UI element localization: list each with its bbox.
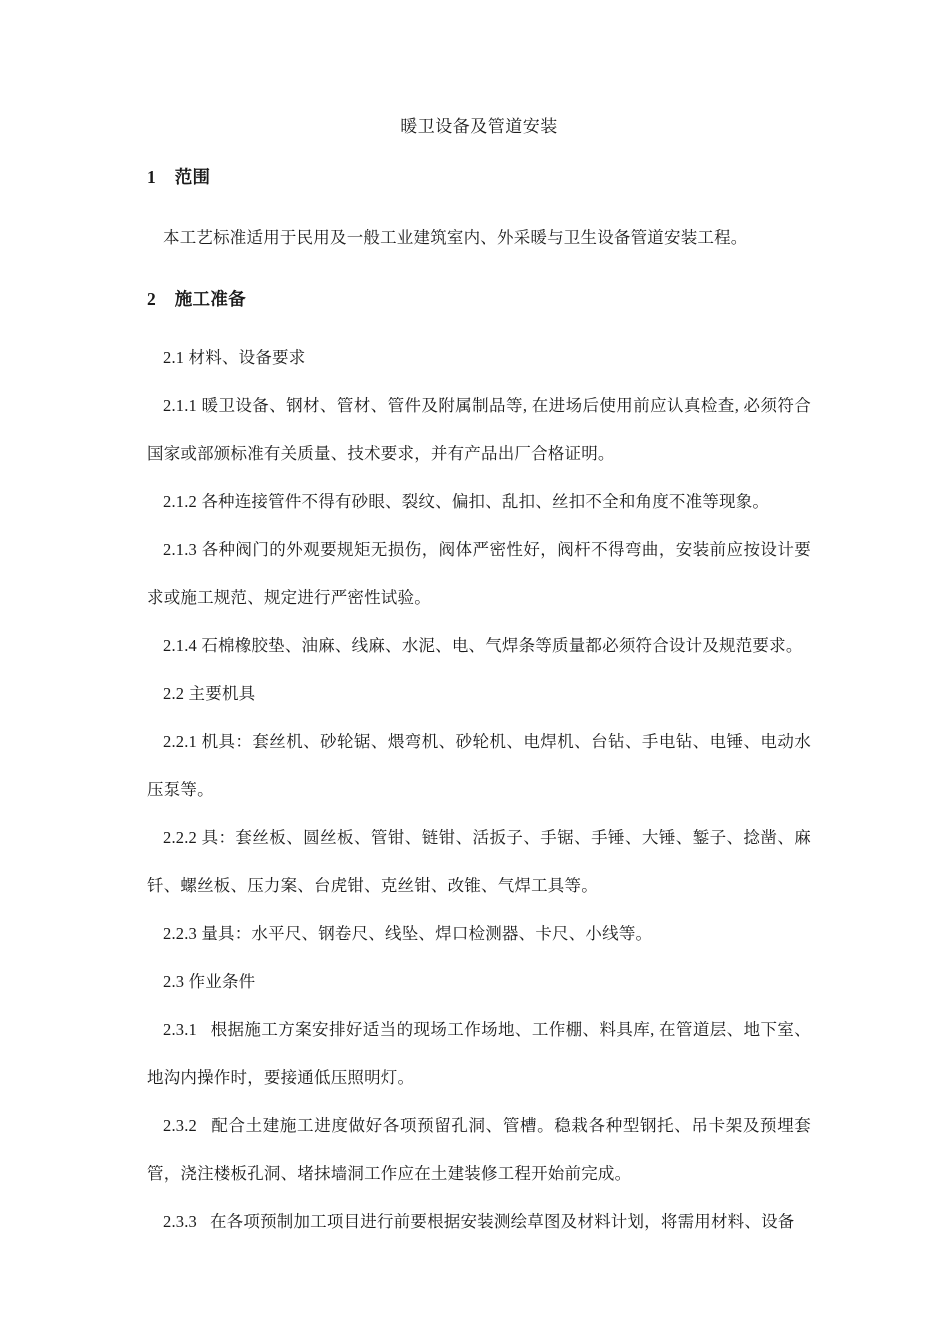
subsection-label-2-1: 2.1 材料、设备要求 (163, 348, 306, 367)
list-item (147, 910, 811, 958)
subsection-label-2-3: 2.3 作业条件 (163, 972, 256, 991)
item-text-2-3-1: 根据施工方案安排好适当的现场工作场地、工作棚、料具库, 在管道层、地下室、地沟内操作时，要接通低压照明灯。 (147, 1020, 811, 1087)
item-number-2-3-2: 2.3.2 (163, 1116, 212, 1135)
item-number-2-1-3: 2.1.3 (163, 540, 202, 559)
section-heading-1: 1 范围 (147, 167, 211, 187)
item-number-2-2-1: 2.2.1 (163, 732, 202, 751)
item-number-2-2-2: 2.2.2 (163, 828, 202, 847)
item-text-2-3-3: 在各项预制加工项目进行前要根据安装测绘草图及材料计划，将需用材料、设备 (209, 1212, 795, 1231)
item-text-2-2-1: 机具：套丝机、砂轮锯、煨弯机、砂轮机、电焊机、台钻、手电钻、电锤、电动水压泵等。 (147, 732, 811, 799)
item-number-2-3-1: 2.3.1 (163, 1020, 211, 1039)
list-item (147, 1198, 811, 1246)
list-item (147, 814, 811, 910)
page-title: 暖卫设备及管道安装 (400, 117, 558, 136)
list-item (147, 526, 811, 622)
paragraph-scope: 本工艺标准适用于民用及一般工业建筑室内、外采暖与卫生设备管道安装工程。 (163, 228, 748, 247)
list-item (147, 1102, 811, 1198)
item-number-2-2-3: 2.2.3 (163, 924, 202, 943)
list-item (147, 478, 811, 526)
subsection-label-2-2: 2.2 主要机具 (163, 684, 256, 703)
item-text-2-3-2: 配合土建施工进度做好各项预留孔洞、管槽。稳栽各种型钢托、吊卡架及预埋套管，浇注楼板孔洞、堵抹墙洞工作应在土建装修工程开始前完成。 (147, 1116, 812, 1183)
item-text-2-1-3: 各种阀门的外观要规矩无损伤，阀体严密性好，阀杆不得弯曲，安装前应按设计要求或施工规范、规定进行严密性试验。 (147, 540, 811, 607)
item-number-2-1-4: 2.1.4 (163, 636, 202, 655)
item-text-2-2-3: 量具：水平尺、钢卷尺、线坠、焊口检测器、卡尺、小线等。 (201, 924, 653, 943)
list-item (147, 718, 811, 814)
item-number-2-3-3: 2.3.3 (163, 1212, 210, 1231)
item-text-2-1-1: 暖卫设备、钢材、管材、管件及附属制品等, 在进场后使用前应认真检查, 必须符合国家或部颁标准有关质量、技术要求，并有产品出厂合格证明。 (147, 396, 811, 463)
list-item (147, 1006, 811, 1102)
item-number-2-1-2: 2.1.2 (163, 492, 202, 511)
list-item (147, 382, 811, 478)
list-item (147, 622, 811, 670)
item-number-2-1-1: 2.1.1 (163, 396, 202, 415)
item-text-2-1-4: 石棉橡胶垫、油麻、线麻、水泥、电、气焊条等质量都必须符合设计及规范要求。 (201, 636, 803, 655)
section-heading-2: 2 施工准备 (147, 289, 246, 309)
item-text-2-1-2: 各种连接管件不得有砂眼、裂纹、偏扣、乱扣、丝扣不全和角度不准等现象。 (201, 492, 770, 511)
item-text-2-2-2: 具：套丝板、圆丝板、管钳、链钳、活扳子、手锯、手锤、大锤、錾子、捻凿、麻钎、螺丝板、压力案、台虎钳、克丝钳、改锥、气焊工具等。 (147, 828, 811, 895)
document-content (147, 110, 811, 1246)
